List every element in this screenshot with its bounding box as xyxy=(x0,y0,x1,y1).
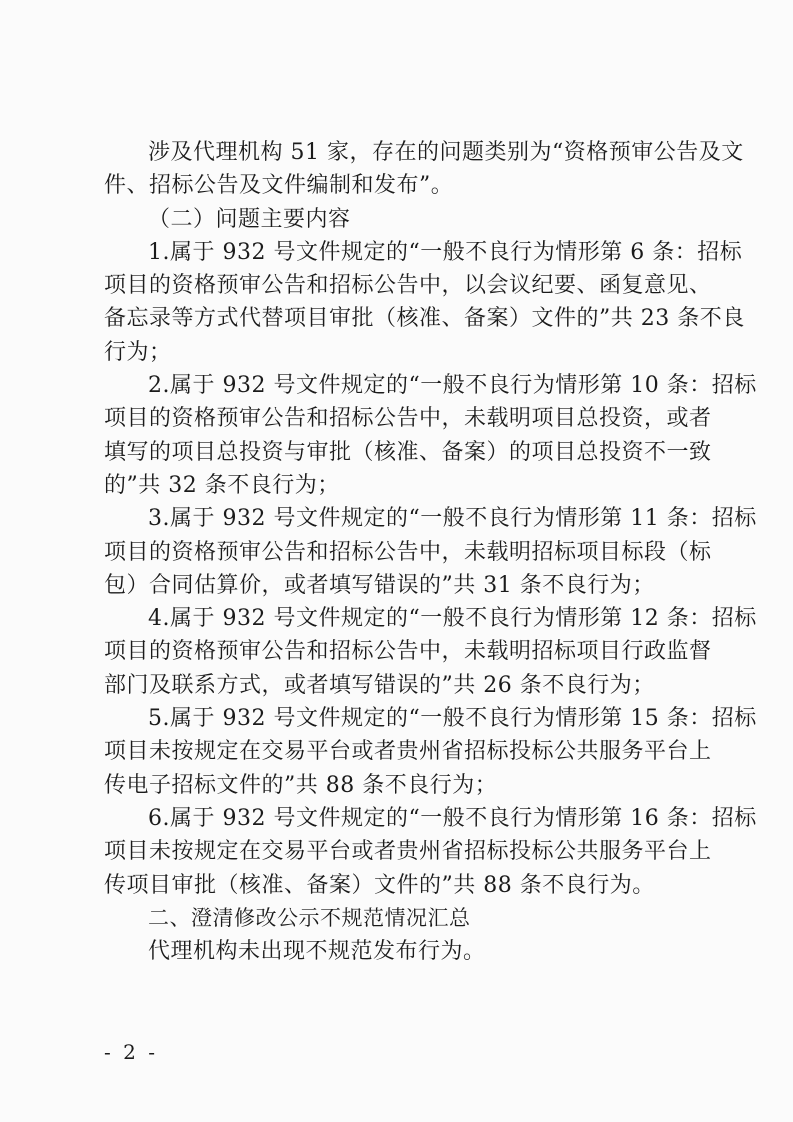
paragraph-item-4 xyxy=(104,602,757,702)
paragraph-item-1 xyxy=(104,236,745,369)
text-line: （二）问题主要内容 xyxy=(148,206,351,232)
text-line: 项目的资格预审公告和招标公告中，以会议纪要、函复意见、 xyxy=(104,273,712,299)
section-heading: 二、澄清修改公示不规范情况汇总 xyxy=(148,905,471,930)
document-body xyxy=(104,136,757,968)
closing-paragraph: 代理机构未出现不规范发布行为。 xyxy=(148,939,486,965)
text-line: 件、招标公告及文件编制和发布”。 xyxy=(104,173,454,199)
paragraph-item-3 xyxy=(104,502,757,602)
text-line: 项目未按规定在交易平台或者贵州省招标投标公共服务平台上 xyxy=(104,739,712,765)
text-line: 的”共 32 条不良行为； xyxy=(104,472,340,498)
text-line: 传电子招标文件的”共 88 条不良行为； xyxy=(104,772,498,798)
text-line: 项目的资格预审公告和招标公告中，未载明项目总投资，或者 xyxy=(104,406,712,432)
text-line: 涉及代理机构 51 家，存在的问题类别为“资格预审公告及文 xyxy=(148,140,744,165)
text-line: 3.属于 932 号文件规定的“一般不良行为情形第 11 条：招标 xyxy=(148,506,757,532)
text-line: 4.属于 932 号文件规定的“一般不良行为情形第 12 条：招标 xyxy=(148,606,757,632)
text-line: 2.属于 932 号文件规定的“一般不良行为情形第 10 条：招标 xyxy=(148,373,757,399)
page-number: - 2 - xyxy=(104,1040,158,1064)
text-line: 5.属于 932 号文件规定的“一般不良行为情形第 15 条：招标 xyxy=(148,706,757,732)
paragraph-intro xyxy=(104,136,744,203)
text-line: 传项目审批（核准、备案）文件的”共 88 条不良行为。 xyxy=(104,872,655,898)
text-line: 项目的资格预审公告和招标公告中，未载明招标项目标段（标 xyxy=(104,539,712,565)
paragraph-item-5 xyxy=(104,702,757,802)
text-line: 1.属于 932 号文件规定的“一般不良行为情形第 6 条：招标 xyxy=(148,239,743,265)
text-line: 行为； xyxy=(104,339,172,365)
text-line: 包）合同估算价，或者填写错误的”共 31 条不良行为； xyxy=(104,572,655,598)
text-line: 部门及联系方式，或者填写错误的”共 26 条不良行为； xyxy=(104,672,655,698)
subheading-problem-content xyxy=(104,203,696,236)
text-line: 项目的资格预审公告和招标公告中，未载明招标项目行政监督 xyxy=(104,639,712,665)
text-line: 项目未按规定在交易平台或者贵州省招标投标公共服务平台上 xyxy=(104,839,712,865)
text-line: 6.属于 932 号文件规定的“一般不良行为情形第 16 条：招标 xyxy=(148,805,757,831)
paragraph-item-6 xyxy=(104,802,757,902)
paragraph-item-2 xyxy=(104,369,757,502)
text-line: 备忘录等方式代替项目审批（核准、备案）文件的”共 23 条不良 xyxy=(104,306,745,332)
text-line: 填写的项目总投资与审批（核准、备案）的项目总投资不一致 xyxy=(104,439,712,465)
